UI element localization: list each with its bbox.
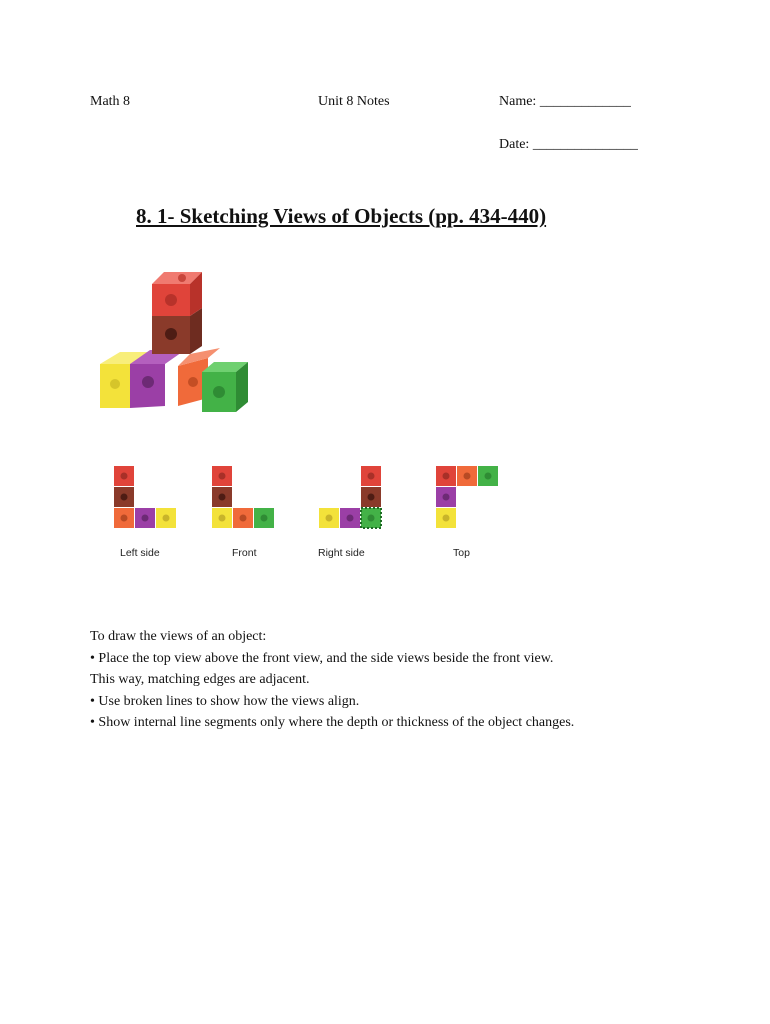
top-label: Top <box>453 547 470 559</box>
notes-bullet-3: • Show internal line segments only where the depth or thickness of the object changes. <box>90 715 575 730</box>
linking-cubes-3d-model-icon <box>90 266 260 426</box>
date-field-label: Date: _______________ <box>499 137 638 152</box>
top-view <box>436 466 498 528</box>
orthographic-views-figure <box>90 456 530 580</box>
notes-bullet-1: • Place the top view above the front view, and the side views beside the front view. <box>90 650 554 666</box>
front-label: Front <box>232 547 257 559</box>
notes-intro: To draw the views of an object: <box>90 629 267 644</box>
notes-bullet-2: • Use broken lines to show how the views align. <box>90 693 360 709</box>
left-side-view <box>114 466 176 528</box>
right-side-label: Right side <box>318 547 365 559</box>
left-side-label: Left side <box>120 547 160 559</box>
page-title: 8. 1- Sketching Views of Objects (pp. 434-440) <box>136 204 547 228</box>
green-cube-3d <box>202 362 248 412</box>
front-view <box>212 466 274 528</box>
notes-section <box>90 626 730 734</box>
red-cube-3d <box>152 272 202 316</box>
notes-bullet-1-cont: This way, matching edges are adjacent. <box>90 672 310 687</box>
name-field-label: Name: _____________ <box>499 94 631 109</box>
right-side-view <box>319 466 381 528</box>
purple-cube-3d <box>130 350 185 408</box>
course-label: Math 8 <box>90 94 131 109</box>
unit-label: Unit 8 Notes <box>318 94 390 109</box>
